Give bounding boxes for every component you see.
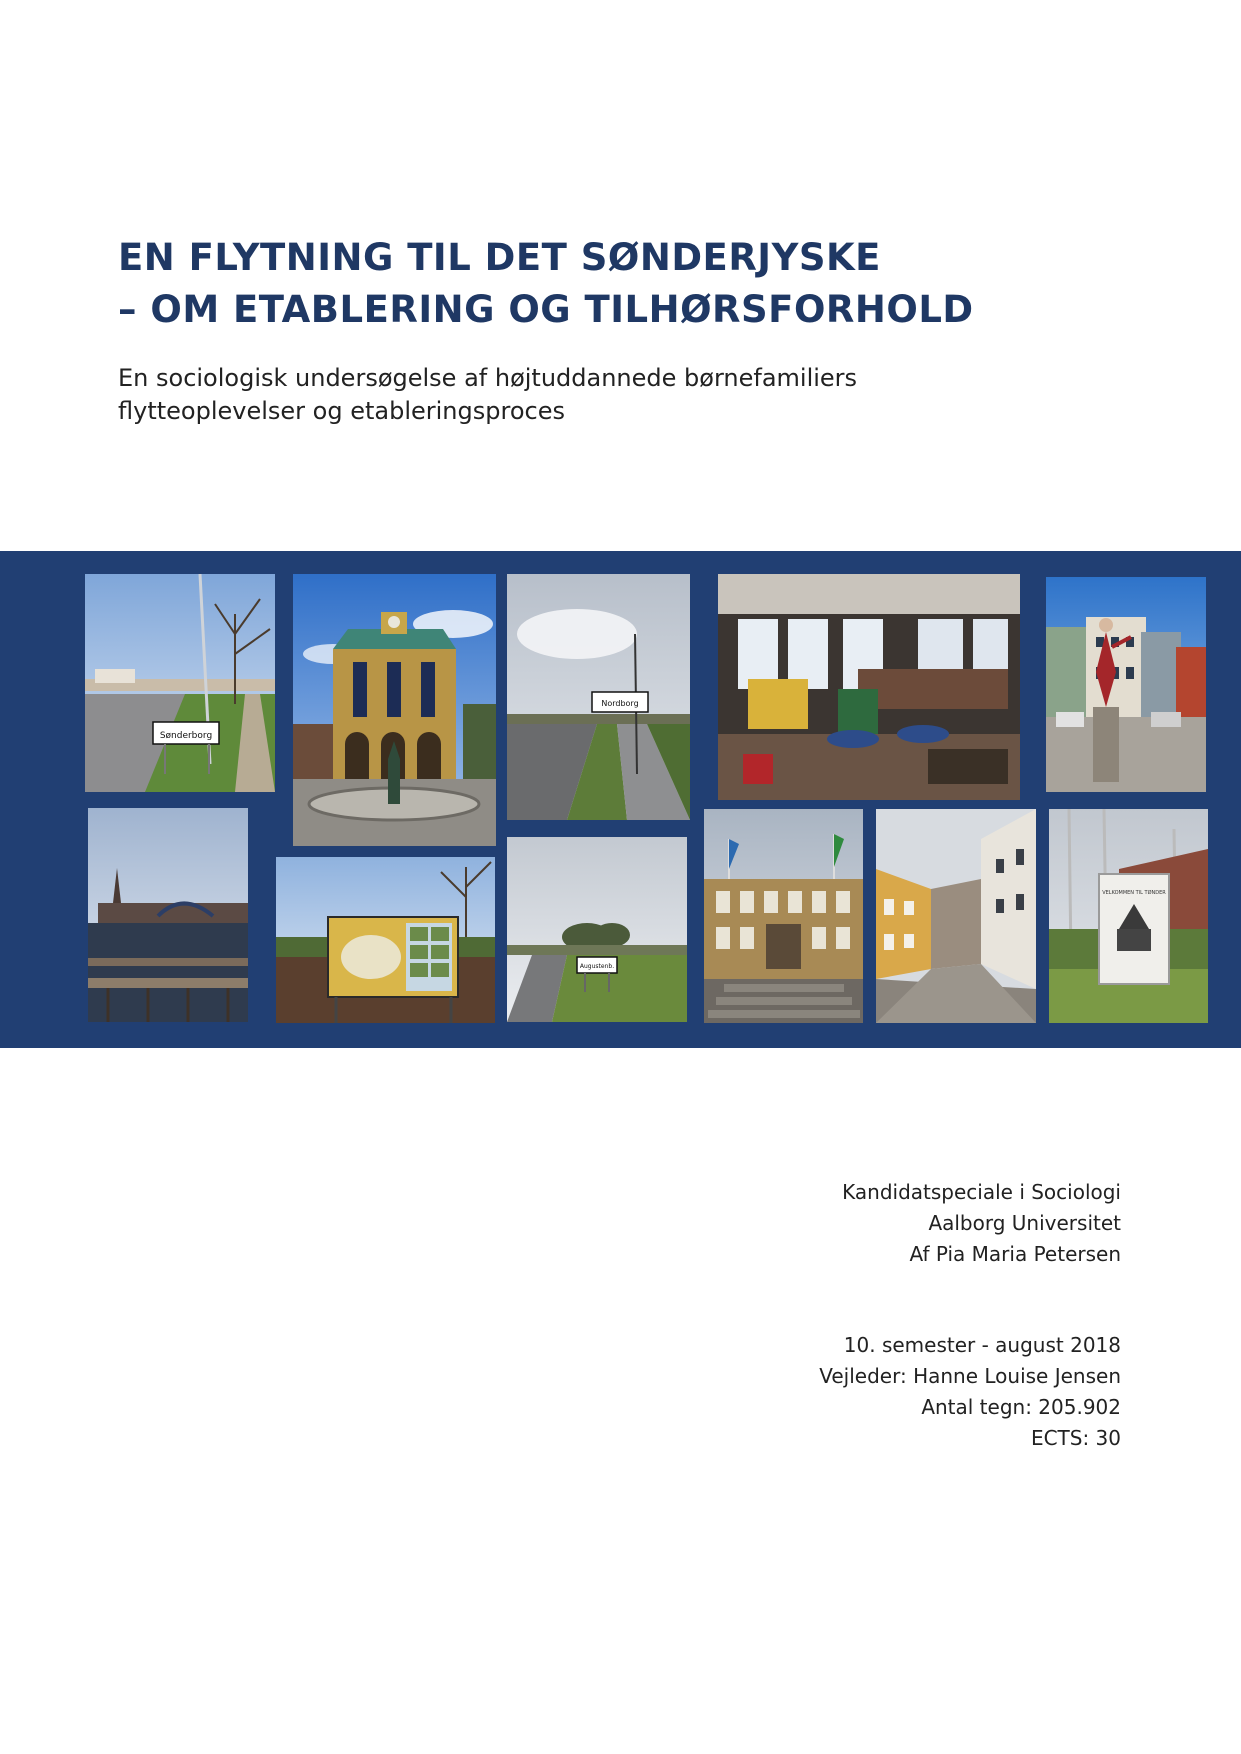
photo-banner — [0, 551, 1241, 1048]
subtitle-block — [118, 362, 1018, 428]
author-label: Af Pia Maria Petersen — [909, 1242, 1121, 1266]
photo-library-interior — [718, 574, 1020, 800]
sign-text-sonderborg: Sønderborg — [159, 731, 213, 741]
thesis-details — [819, 1330, 1121, 1454]
photo-town-hall-fountain — [293, 574, 496, 846]
subtitle-line-2: flytteoplevelser og etableringsproces — [118, 397, 565, 425]
photo-map-signboard — [276, 857, 495, 1023]
photo-road-sonderborg-sign — [85, 574, 275, 792]
photo-road-augustenborg-sign — [507, 837, 687, 1022]
photo-statue-square — [1046, 577, 1206, 792]
title-block — [118, 232, 1118, 336]
subtitle-line-1: En sociologisk undersøgelse af højtuddannede børnefamiliers — [118, 364, 858, 392]
title-line-2: – OM ETABLERING OG TILHØRSFORHOLD — [118, 288, 974, 331]
title-line-1: EN FLYTNING TIL DET SØNDERJYSKE — [118, 236, 881, 279]
photo-welcome-sign-tonder — [1049, 809, 1208, 1023]
photo-pedestrian-street — [876, 809, 1036, 1023]
sign-text-nordborg: Nordborg — [601, 699, 639, 708]
sign-text-tonder: VELKOMMEN TIL TØNDER — [1102, 890, 1166, 896]
character-count-label: Antal tegn: 205.902 — [921, 1395, 1121, 1419]
photo-harbour-church-bridge — [88, 808, 248, 1022]
university-label: Aalborg Universitet — [928, 1211, 1121, 1235]
supervisor-label: Vejleder: Hanne Louise Jensen — [819, 1364, 1121, 1388]
semester-label: 10. semester - august 2018 — [843, 1333, 1121, 1357]
sign-text-augustenborg: Augustenb. — [579, 963, 615, 970]
photo-school-building-flags — [704, 809, 863, 1023]
author-info — [842, 1177, 1121, 1270]
photo-road-nordborg-sign — [507, 574, 690, 820]
program-label: Kandidatspeciale i Sociologi — [842, 1180, 1121, 1204]
ects-label: ECTS: 30 — [1030, 1426, 1121, 1450]
